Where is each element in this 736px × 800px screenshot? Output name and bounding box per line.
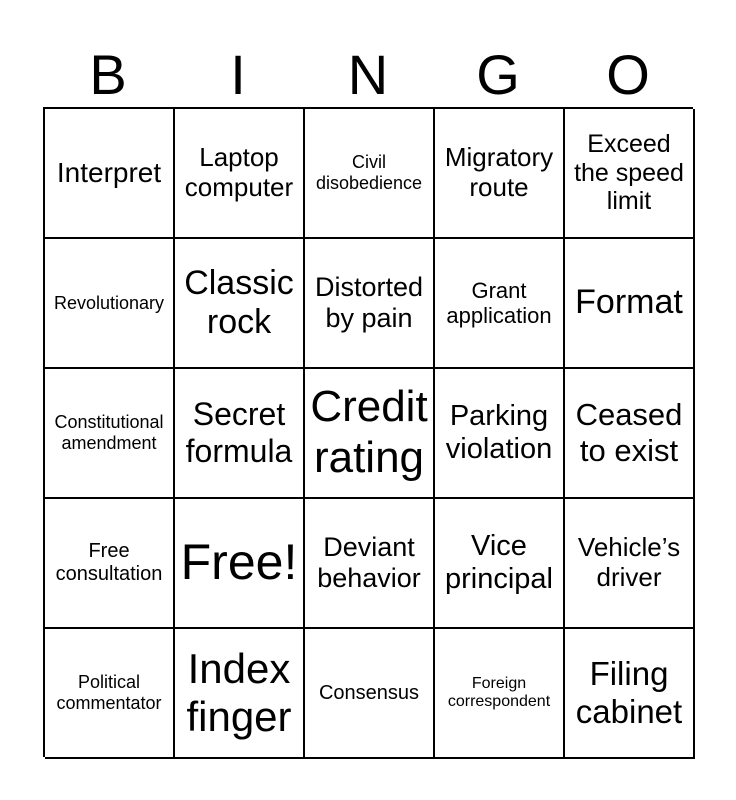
bingo-cell[interactable] (305, 369, 435, 499)
bingo-cell[interactable] (45, 109, 175, 239)
bingo-cell[interactable] (435, 629, 565, 759)
cell-text: Political commentator (56, 672, 162, 713)
cell-text: Grant application (446, 277, 552, 328)
cell-text: Filing cabinet (575, 655, 683, 730)
cell-text: Constitutional amendment (54, 412, 164, 453)
cell-text: Migratory route (444, 142, 554, 202)
bingo-cell[interactable] (435, 499, 565, 629)
cell-text: Ceased to exist (575, 397, 683, 468)
bingo-cell[interactable] (45, 369, 175, 499)
header-letter-g: G (476, 43, 520, 106)
cell-text: Free! (180, 534, 298, 591)
cell-text: Consensus (318, 681, 420, 704)
bingo-cell[interactable] (45, 239, 175, 369)
bingo-cell[interactable] (175, 369, 305, 499)
cell-text: Format (575, 283, 683, 322)
cell-text: Vice principal (445, 529, 553, 595)
bingo-cell[interactable] (435, 369, 565, 499)
bingo-cell[interactable] (305, 109, 435, 239)
bingo-cell[interactable] (305, 239, 435, 369)
bingo-cell[interactable] (435, 239, 565, 369)
cell-text: Distorted by pain (314, 271, 424, 333)
bingo-cell[interactable] (175, 109, 305, 239)
bingo-cell[interactable] (45, 629, 175, 759)
header-letter-n: N (347, 43, 389, 106)
bingo-cell[interactable] (305, 629, 435, 759)
bingo-cell[interactable] (45, 499, 175, 629)
cell-text: Classic rock (184, 263, 294, 341)
cell-text: Parking violation (445, 399, 553, 465)
header-letter-i: I (230, 43, 246, 106)
bingo-cell[interactable] (565, 499, 695, 629)
cell-text: Exceed the speed limit (574, 129, 684, 216)
cell-text: Index finger (186, 644, 292, 740)
bingo-cell[interactable] (565, 629, 695, 759)
bingo-cell[interactable] (435, 109, 565, 239)
bingo-cell[interactable] (175, 629, 305, 759)
header-letter-o: O (606, 43, 650, 106)
cell-text: Interpret (56, 156, 162, 188)
cell-text: Civil disobedience (315, 152, 423, 193)
cell-text: Foreign correspondent (447, 674, 551, 710)
bingo-cell[interactable] (565, 369, 695, 499)
cell-text: Credit rating (310, 382, 428, 482)
cell-text: Laptop computer (184, 142, 294, 202)
bingo-card-grid (43, 107, 693, 757)
bingo-cell[interactable] (175, 239, 305, 369)
free-space-cell[interactable] (175, 499, 305, 629)
bingo-cell[interactable] (565, 239, 695, 369)
cell-text: Deviant behavior (317, 531, 421, 593)
bingo-header (43, 42, 693, 108)
bingo-cell[interactable] (305, 499, 435, 629)
cell-text: Revolutionary (53, 292, 165, 313)
header-letter-b: B (89, 43, 127, 106)
cell-text: Free consultation (55, 540, 163, 585)
bingo-cell[interactable] (565, 109, 695, 239)
cell-text: Secret formula (185, 396, 293, 469)
cell-text: Vehicle’s driver (577, 532, 681, 592)
